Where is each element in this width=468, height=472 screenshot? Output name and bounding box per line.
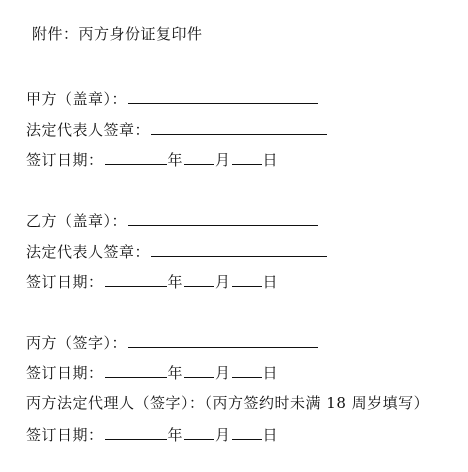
party-c-sign-blank[interactable] <box>128 331 318 348</box>
party-c-agent-date-row <box>26 423 278 445</box>
party-c-month-label: 月 <box>215 364 231 382</box>
party-c-agent-month-blank[interactable] <box>184 423 214 440</box>
party-c-agent-year-label: 年 <box>167 426 184 444</box>
party-b-seal-blank[interactable] <box>128 209 318 226</box>
party-b-year-label: 年 <box>167 273 184 291</box>
party-a-day-label: 日 <box>262 151 279 169</box>
party-b-rep-blank[interactable] <box>151 240 327 257</box>
party-c-agent-date-label: 签订日期： <box>26 426 104 444</box>
party-a-date-row <box>26 148 278 170</box>
party-a-month-blank[interactable] <box>184 148 214 165</box>
party-c-year-blank[interactable] <box>105 361 167 378</box>
party-c-agent-year-blank[interactable] <box>105 423 167 440</box>
party-c-month-blank[interactable] <box>184 361 214 378</box>
party-a-rep-label: 法定代表人签章： <box>26 121 151 139</box>
party-c-date-row <box>26 361 278 383</box>
attachment-text: 附件：丙方身份证复印件 <box>32 25 203 43</box>
party-c-sign-label: 丙方（签字）： <box>26 334 128 352</box>
party-b-day-label: 日 <box>262 273 279 291</box>
party-a-date-label: 签订日期： <box>26 151 104 169</box>
party-b-month-blank[interactable] <box>184 270 214 287</box>
party-a-seal-row <box>26 87 319 109</box>
party-b-seal-row <box>26 209 319 231</box>
party-a-month-label: 月 <box>215 151 231 169</box>
party-c-date-label: 签订日期： <box>26 364 104 382</box>
party-a-seal-label: 甲方（盖章）： <box>26 90 128 108</box>
party-c-agent-label: 丙方法定代理人（签字）：（丙方签约时未满 18 周岁填写） <box>26 394 430 412</box>
party-c-agent-month-label: 月 <box>215 426 231 444</box>
party-a-year-blank[interactable] <box>105 148 167 165</box>
party-b-day-blank[interactable] <box>232 270 262 287</box>
party-b-rep-label: 法定代表人签章： <box>26 243 151 261</box>
party-a-rep-row <box>26 118 328 140</box>
party-a-seal-blank[interactable] <box>128 87 318 104</box>
party-c-agent-day-blank[interactable] <box>232 423 262 440</box>
attachment-note <box>32 23 203 45</box>
party-b-month-label: 月 <box>215 273 231 291</box>
party-b-seal-label: 乙方（盖章）： <box>26 212 128 230</box>
party-b-year-blank[interactable] <box>105 270 167 287</box>
party-c-day-blank[interactable] <box>232 361 262 378</box>
party-b-rep-row <box>26 240 328 262</box>
party-c-sign-row <box>26 331 319 353</box>
party-a-day-blank[interactable] <box>232 148 262 165</box>
party-c-day-label: 日 <box>262 364 279 382</box>
party-c-year-label: 年 <box>167 364 184 382</box>
party-c-agent-day-label: 日 <box>262 426 279 444</box>
party-a-rep-blank[interactable] <box>151 118 327 135</box>
party-a-year-label: 年 <box>167 151 184 169</box>
party-b-date-row <box>26 270 278 292</box>
party-b-date-label: 签订日期： <box>26 273 104 291</box>
party-c-agent-row <box>26 392 429 414</box>
